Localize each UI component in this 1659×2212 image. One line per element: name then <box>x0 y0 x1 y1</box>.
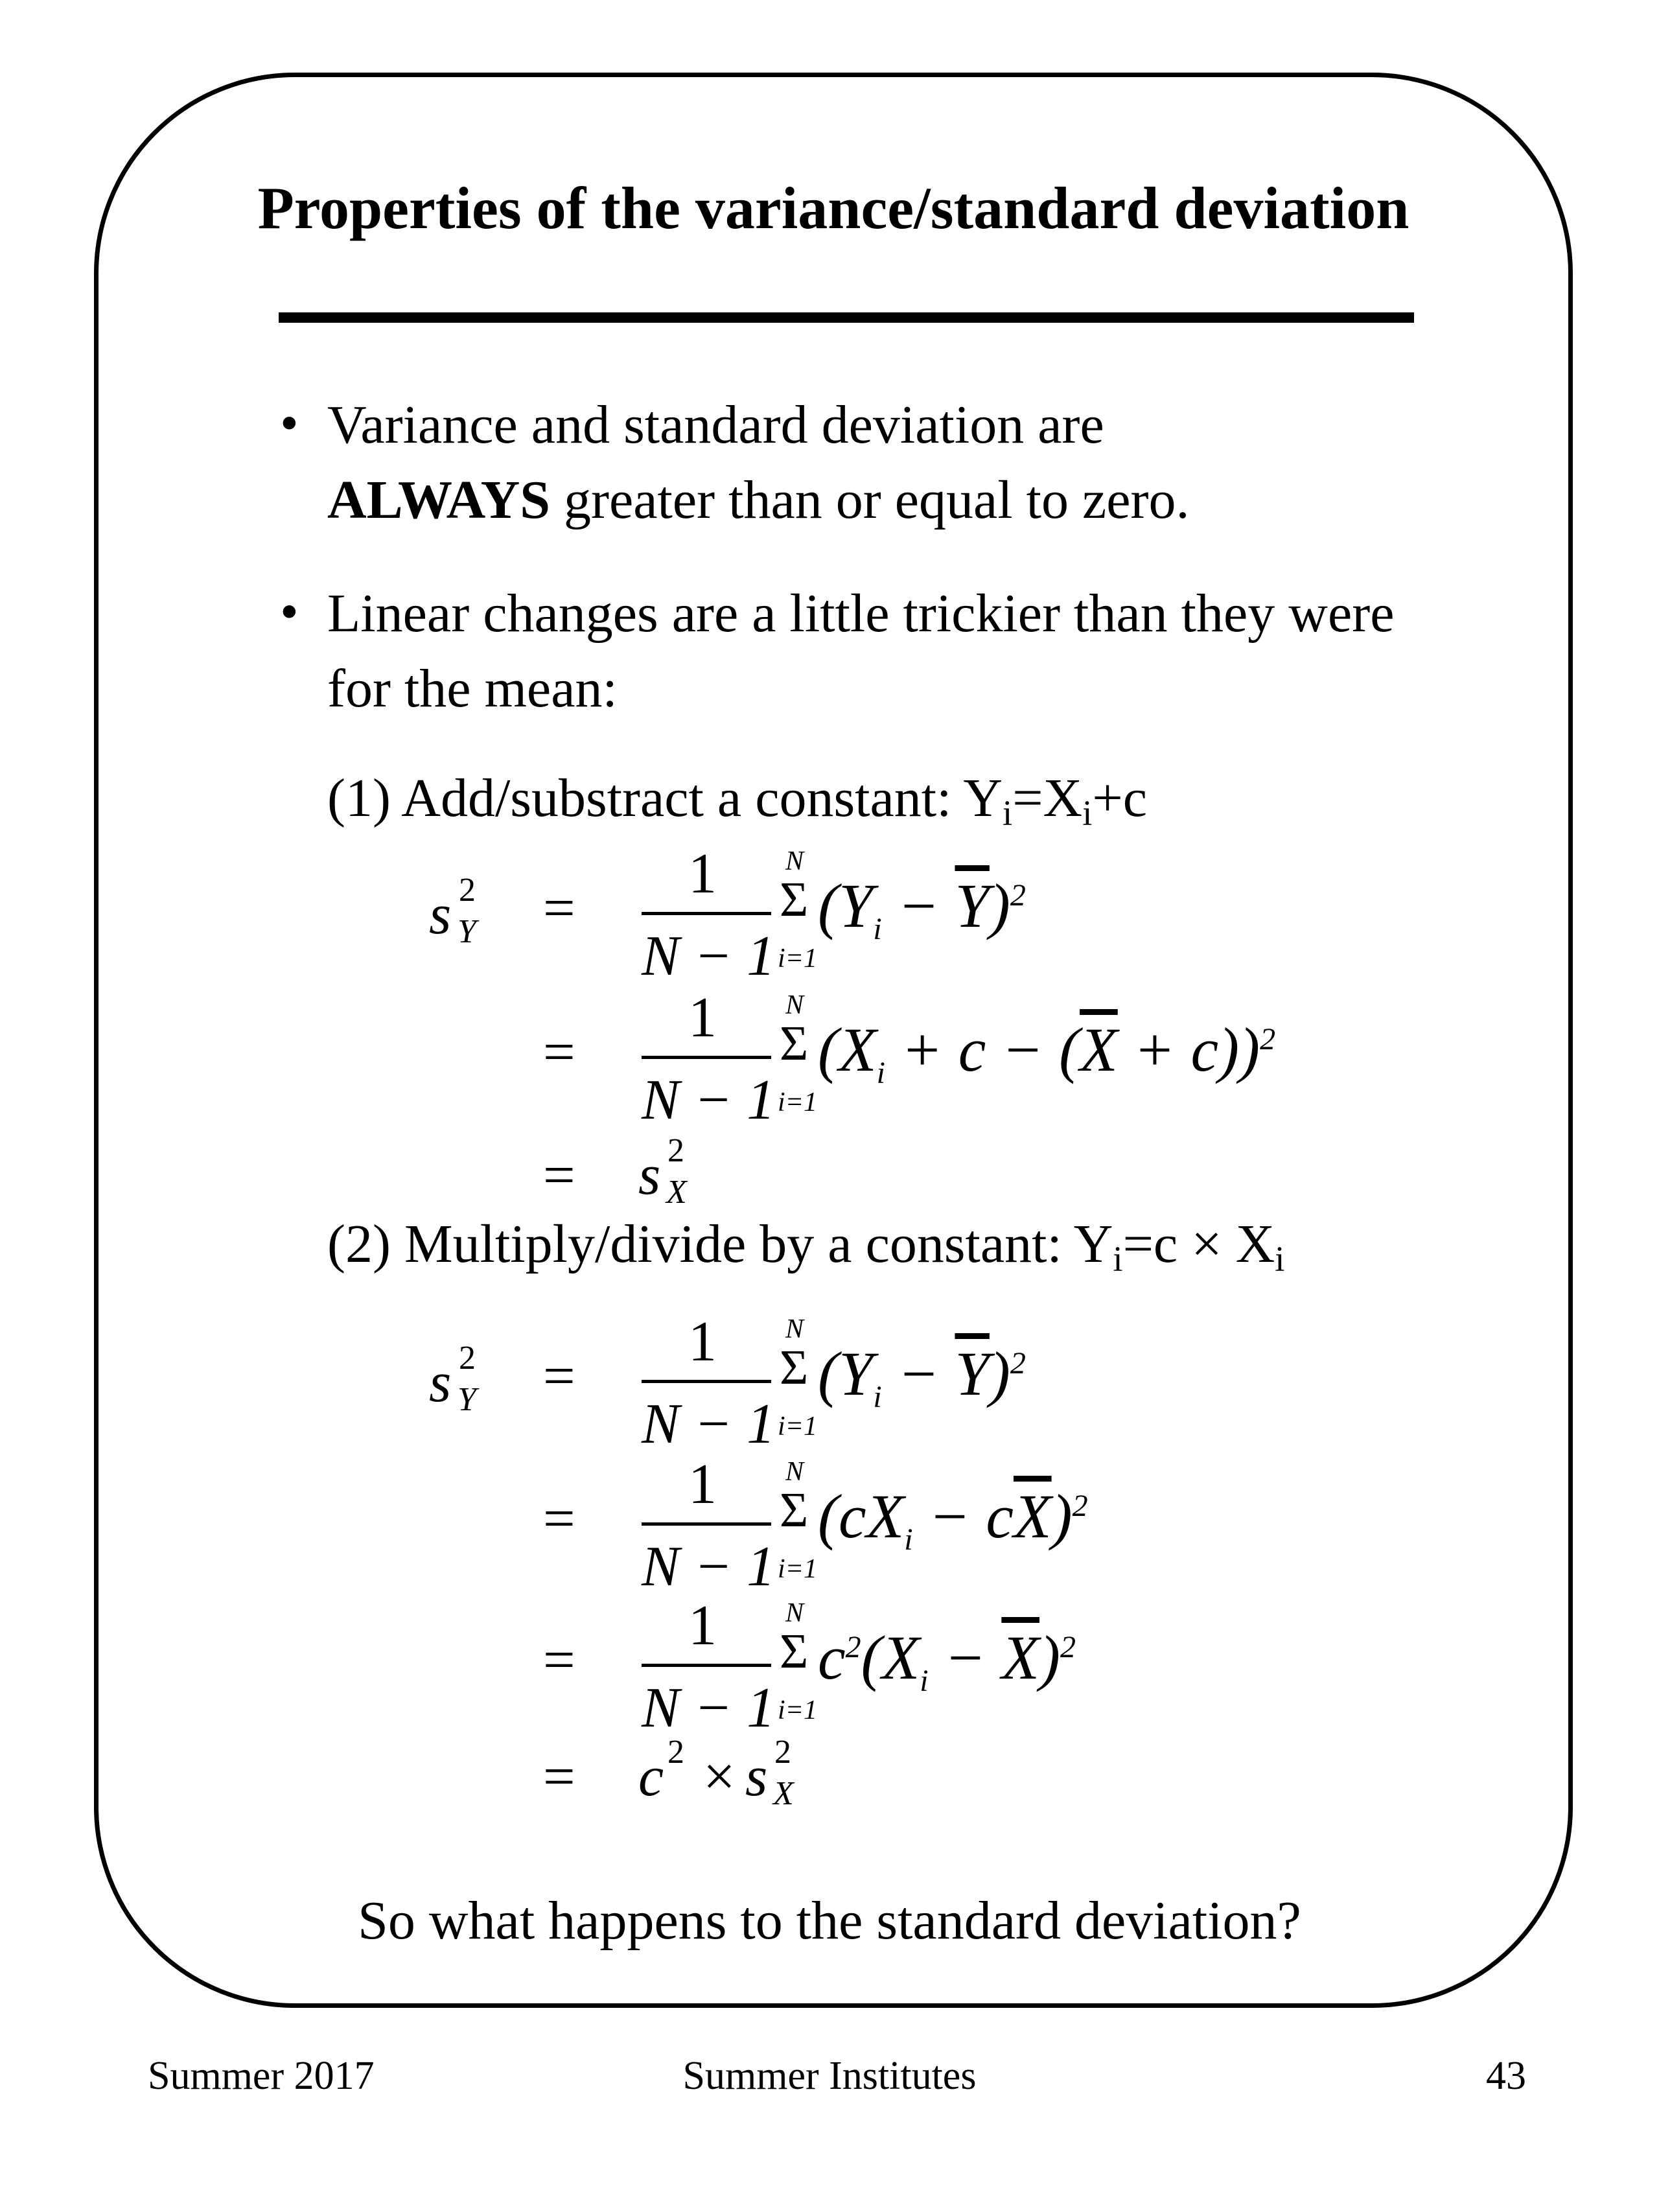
term-part: ) <box>989 871 1010 940</box>
term-part: − c <box>912 1482 1014 1551</box>
subscript: i <box>920 1664 929 1699</box>
fraction-bar <box>642 1056 771 1059</box>
sum-icon: Σ <box>780 872 809 927</box>
term-part: + c − ( <box>885 1015 1080 1084</box>
exponent: 2 <box>1072 1489 1088 1523</box>
exponent: 2 <box>1010 1346 1026 1380</box>
case-1-label: (1) Add/substract a constant: Y <box>327 768 1003 828</box>
term-part: (X <box>818 1015 877 1084</box>
exponent: 2 <box>667 1734 684 1771</box>
exponent: 2 <box>774 1734 791 1771</box>
subscript: i <box>904 1522 913 1557</box>
x-bar: $\overline{X}$ <box>1013 1482 1052 1551</box>
y-bar: $\overline{Y}$ <box>955 1339 990 1408</box>
sum-upper-limit: N <box>785 1457 804 1487</box>
case-1-term <box>818 871 1026 947</box>
fraction-numerator: 1 <box>688 1453 717 1516</box>
fraction-denominator: N − 1 <box>642 1677 776 1740</box>
times-sign: × <box>703 1745 736 1808</box>
case-1-term-2 <box>818 1015 1276 1091</box>
s-symbol: s <box>638 1144 661 1207</box>
fraction-denominator: N − 1 <box>642 925 776 988</box>
term-part: ) <box>1051 1482 1073 1551</box>
term-part: + c)) <box>1117 1015 1260 1084</box>
slide-title: Properties of the variance/standard deviation <box>257 175 1410 241</box>
case-1-tail: +c <box>1092 768 1148 828</box>
footer-date: Summer 2017 <box>148 2054 375 2098</box>
page-number: 43 <box>1486 2054 1526 2098</box>
fraction-denominator: N − 1 <box>642 1393 776 1456</box>
case-1-mid: =X <box>1012 768 1083 828</box>
subscript: i <box>876 1056 885 1091</box>
subscript: X <box>773 1775 794 1812</box>
fraction-bar <box>642 912 771 915</box>
equals-sign: = <box>543 1745 575 1808</box>
term-part: ) <box>989 1339 1010 1408</box>
title-underline <box>279 312 1414 323</box>
fraction-bar <box>642 1664 771 1667</box>
y-bar: $\overline{Y}$ <box>955 871 990 940</box>
term-part: c <box>818 1623 846 1692</box>
sum-lower-limit: i=1 <box>778 1554 818 1584</box>
sum-icon: Σ <box>780 1624 809 1679</box>
bullet-2-text: Linear changes are a little trickier than they were for the mean: <box>327 583 1395 719</box>
case-2-term-3 <box>818 1623 1076 1699</box>
fraction-bar <box>642 1522 771 1526</box>
subscript: Y <box>458 1381 476 1418</box>
case-1-sub: i <box>1082 793 1093 833</box>
footer-title: Summer Institutes <box>682 2054 977 2098</box>
equals-sign: = <box>543 1345 575 1408</box>
equals-sign: = <box>543 877 575 940</box>
sum-upper-limit: N <box>785 1598 804 1628</box>
bullet-1-line1: Variance and standard deviation are <box>327 395 1104 455</box>
case-2-sub: i <box>1113 1239 1123 1279</box>
exponent: 2 <box>459 872 476 909</box>
exponent: 2 <box>845 1630 861 1664</box>
sum-upper-limit: N <box>785 1314 804 1344</box>
bullet-1-bold: ALWAYS <box>327 470 550 530</box>
sum-icon: Σ <box>780 1016 809 1071</box>
sum-upper-limit: N <box>785 846 804 876</box>
fraction-numerator: 1 <box>688 1594 717 1657</box>
term-part: − <box>881 1339 955 1408</box>
sum-icon: Σ <box>780 1340 809 1395</box>
fraction-denominator: N − 1 <box>642 1535 776 1598</box>
subscript: i <box>873 1380 882 1415</box>
s-symbol: s <box>745 1745 768 1808</box>
sum-lower-limit: i=1 <box>778 1088 818 1117</box>
case-2-sub: i <box>1275 1239 1285 1279</box>
closing-question: So what happens to the standard deviation? <box>358 1891 1301 1951</box>
exponent: 2 <box>1010 878 1026 913</box>
sum-lower-limit: i=1 <box>778 944 818 973</box>
equals-sign: = <box>543 1629 575 1692</box>
term-part: (Y <box>818 871 874 940</box>
x-bar: $\overline{X}$ <box>1001 1623 1039 1692</box>
term-part: − <box>881 871 955 940</box>
case-2-mid: =c × X <box>1122 1214 1275 1274</box>
exponent: 2 <box>459 1340 476 1377</box>
case-2-term-2 <box>818 1482 1088 1557</box>
subscript: i <box>873 912 882 947</box>
case-2-label: (2) Multiply/divide by a constant: Y <box>327 1214 1113 1274</box>
fraction-numerator: 1 <box>688 843 717 905</box>
case-2-heading <box>327 1214 1285 1279</box>
sum-lower-limit: i=1 <box>778 1412 818 1441</box>
x-bar: $\overline{X}$ <box>1080 1015 1118 1084</box>
case-2-term-1 <box>818 1339 1026 1415</box>
term-part: ) <box>1039 1623 1060 1692</box>
term-part: − <box>928 1623 1002 1692</box>
fraction-bar <box>642 1380 771 1383</box>
sum-icon: Σ <box>780 1483 809 1537</box>
c-symbol: c <box>638 1745 664 1808</box>
bullet-1-text <box>327 388 1513 538</box>
fraction-numerator: 1 <box>688 986 717 1049</box>
sum-upper-limit: N <box>785 990 804 1020</box>
bullet-marker: • <box>280 582 299 641</box>
subscript: X <box>666 1174 687 1211</box>
s-symbol: s <box>429 1351 452 1414</box>
equals-sign: = <box>543 1144 575 1207</box>
term-part: (Y <box>818 1339 874 1408</box>
case-1-heading <box>327 768 1148 833</box>
s-symbol: s <box>429 883 452 946</box>
term-part: (cX <box>818 1482 905 1551</box>
sum-lower-limit: i=1 <box>778 1695 818 1725</box>
bullet-1-line2: greater than or equal to zero. <box>550 470 1190 530</box>
exponent: 2 <box>667 1132 684 1169</box>
subscript: Y <box>458 913 476 950</box>
bullet-marker: • <box>280 393 299 452</box>
equals-sign: = <box>543 1487 575 1550</box>
case-1-sub: i <box>1003 793 1013 833</box>
fraction-numerator: 1 <box>688 1310 717 1373</box>
fraction-denominator: N − 1 <box>642 1069 776 1132</box>
term-part: (X <box>861 1623 920 1692</box>
exponent: 2 <box>1260 1022 1276 1056</box>
equals-sign: = <box>543 1021 575 1084</box>
exponent: 2 <box>1060 1630 1076 1664</box>
